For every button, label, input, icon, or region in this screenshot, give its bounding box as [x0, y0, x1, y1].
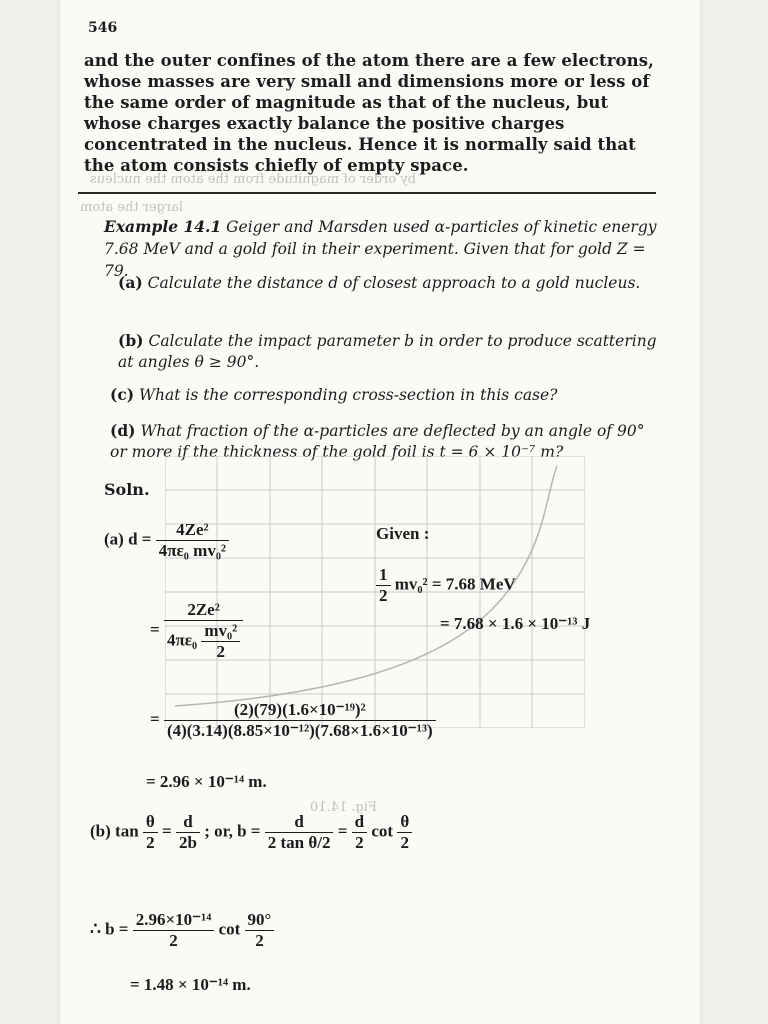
- tan-label: tan: [115, 821, 139, 841]
- given-value: mv₀² = 7.68 MeV: [394, 574, 516, 594]
- fraction: [245, 910, 275, 951]
- denominator: 2: [146, 833, 155, 852]
- denominator: 2: [355, 833, 364, 852]
- question-c: [110, 384, 650, 406]
- denominator: 2: [379, 586, 388, 605]
- equals: =: [150, 619, 160, 639]
- numerator: d: [352, 812, 367, 833]
- numerator: θ: [143, 812, 158, 833]
- part-a-label: (a): [104, 529, 124, 549]
- cot-label: cot: [218, 919, 241, 939]
- fraction: [176, 812, 200, 853]
- d-equals: d =: [128, 529, 152, 549]
- equals: =: [150, 709, 160, 729]
- numerator: d: [265, 812, 334, 833]
- denominator: [164, 621, 243, 662]
- question-a: [118, 272, 658, 294]
- part-b-label: (b): [90, 821, 111, 841]
- b-equals: b =: [237, 821, 261, 841]
- numerator: 90°: [245, 910, 275, 931]
- fraction: [164, 600, 243, 662]
- formula-d: [104, 520, 229, 561]
- denominator: 2b: [178, 833, 197, 852]
- denominator: 2: [400, 833, 410, 852]
- show-through-text: larger the atom: [80, 200, 184, 215]
- section-divider: [78, 192, 656, 194]
- question-key: (c): [110, 385, 135, 404]
- numerator: 2Ze²: [164, 600, 243, 621]
- question-key: (d): [110, 421, 136, 440]
- given-joules: = 7.68 × 1.6 × 10⁻¹³ J: [440, 614, 591, 633]
- fraction: [265, 812, 334, 853]
- formula-b: [90, 812, 412, 853]
- formula-d-step2: [150, 600, 243, 662]
- question-text: Calculate the impact parameter b in order to produce scattering at angles θ ≥ 90°.: [118, 332, 657, 371]
- result-b: = 1.48 × 10⁻¹⁴ m.: [130, 975, 251, 994]
- formula-d-step3: [150, 700, 436, 741]
- numerator: 1: [376, 565, 391, 586]
- question-text: What is the corresponding cross-section in this case?: [139, 386, 558, 404]
- solution-label: Soln.: [104, 480, 150, 499]
- fraction: [164, 700, 436, 741]
- given-label: Given :: [376, 524, 430, 543]
- denominator: 2: [169, 931, 178, 950]
- question-text: Calculate the distance d of closest approach to a gold nucleus.: [147, 274, 641, 292]
- show-through-graph: [165, 456, 585, 728]
- denominator: (4)(3.14)(8.85×10⁻¹²)(7.68×1.6×10⁻¹³): [166, 721, 433, 740]
- numerator: d: [176, 812, 200, 833]
- denominator: 2: [255, 931, 264, 950]
- inner-numerator: mv₀²: [201, 621, 240, 642]
- equals: =: [337, 821, 348, 841]
- cot-label: cot: [371, 821, 394, 841]
- result-a: = 2.96 × 10⁻¹⁴ m.: [146, 772, 267, 791]
- fraction: [352, 812, 367, 853]
- inner-fraction: [201, 621, 240, 662]
- fraction: [143, 812, 158, 853]
- or-label: ; or,: [204, 821, 233, 841]
- fraction: [156, 520, 229, 561]
- fraction: [133, 910, 215, 951]
- numerator: θ: [397, 812, 412, 833]
- denominator: 4πε₀ mv₀²: [158, 541, 227, 560]
- question-b: [118, 330, 658, 373]
- given-kinetic-energy: [376, 565, 516, 606]
- inner-denominator: 2: [216, 642, 226, 661]
- equals: =: [162, 821, 172, 841]
- intro-paragraph: and the outer confines of the atom there are a few electrons, whose masses are very small and dimensions more or less of the same order of magnitude as that of the nucleus, but whose charges exactly balance the positive charges concentrated in the nucleus. Hence it is normally said that the atom consists chiefly of empty space.: [84, 51, 654, 175]
- page-number: 546: [88, 20, 118, 36]
- denominator-left: 4πε₀: [166, 630, 198, 650]
- denominator: 2 tan θ/2: [267, 833, 331, 852]
- therefore-b: ∴ b =: [90, 919, 129, 939]
- example-text: Geiger and Marsden used α-particles of kinetic energy 7.68 MeV and a gold foil in their experiment. Given that for gold Z = 79.: [104, 218, 657, 280]
- question-key: (b): [118, 331, 144, 350]
- show-through-text: Fig. 14.10: [310, 800, 377, 815]
- show-through-text: by order of magnitude from the atom the nucleus: [90, 172, 416, 187]
- numerator: (2)(79)(1.6×10⁻¹⁹)²: [164, 700, 436, 721]
- formula-b-step2: [90, 910, 274, 951]
- numerator: 2.96×10⁻¹⁴: [133, 910, 215, 931]
- question-key: (a): [118, 273, 143, 292]
- example-label: Example 14.1: [104, 217, 222, 236]
- fraction: [376, 565, 391, 606]
- question-text: What fraction of the α-particles are deflected by an angle of 90° or more if the thickness of the gold foil is t = 6 × 10⁻⁷ m?: [110, 422, 645, 461]
- numerator: 4Ze²: [156, 520, 229, 541]
- fraction: [397, 812, 412, 853]
